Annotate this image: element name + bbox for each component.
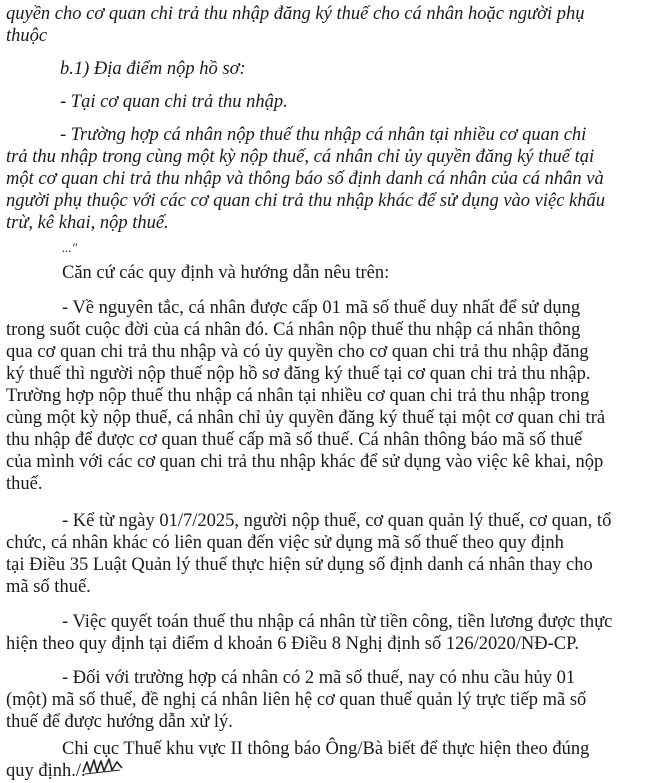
quote-line: - Trường hợp cá nhân nộp thuế thu nhập cá nhân tại nhiều cơ quan chi (60, 125, 587, 145)
quote-line: - Tại cơ quan chi trả thu nhập. (60, 92, 288, 112)
body-line: của mình với các cơ quan chi trả thu nhập khác để sử dụng vào việc kê khai, nộp (6, 452, 604, 472)
body-line: qua cơ quan chi trả thu nhập và có ủy quyền cho cơ quan chi trả thu nhập đăng (6, 342, 589, 362)
body-line: trong suốt cuộc đời của cá nhân đó. Cá nhân nộp thuế thu nhập cá nhân thông (6, 320, 581, 340)
body-line: cùng một kỳ nộp thuế, cá nhân chỉ ủy quyền đăng ký thuế tại một cơ quan chi trả (6, 408, 606, 428)
closing-line: Chi cục Thuế khu vực II thông báo Ông/Bà biết để thực hiện theo đúng (62, 739, 590, 759)
body-line: hiện theo quy định tại điểm d khoản 6 Điều 8 Nghị định số 126/2020/NĐ-CP. (6, 634, 579, 654)
body-line: ký thuế thì người nộp thuế nộp hồ sơ đăng ký thuế tại cơ quan chi trả thu nhập. (6, 364, 591, 384)
body-line: - Về nguyên tắc, cá nhân được cấp 01 mã số thuế duy nhất để sử dụng (62, 298, 581, 318)
quote-subheading: b.1) Địa điểm nộp hồ sơ: (60, 59, 246, 79)
body-line: - Kể từ ngày 01/7/2025, người nộp thuế, cơ quan quản lý thuế, cơ quan, tổ (62, 511, 612, 531)
quote-line: quyền cho cơ quan chi trả thu nhập đăng ký thuế cho cá nhân hoặc người phụ (6, 4, 585, 24)
body-line: (một) mã số thuế, đề nghị cá nhân liên hệ cơ quan thuế quản lý trực tiếp mã số (6, 690, 587, 710)
body-line: Trường hợp nộp thuế thu nhập cá nhân tại nhiều cơ quan chi trả thu nhập trong (6, 386, 590, 406)
signature-scribble-icon (82, 752, 124, 778)
quote-line: người phụ thuộc với các cơ quan chi trả thu nhập khác để sử dụng vào việc khấu (6, 191, 606, 211)
body-line: - Đối với trường hợp cá nhân có 2 mã số thuế, nay có nhu cầu hủy 01 (62, 668, 576, 688)
body-line: chức, cá nhân khác có liên quan đến việc sử dụng mã số thuế theo quy định (6, 533, 564, 553)
body-line: thuế để được hướng dẫn xử lý. (6, 712, 233, 732)
quote-end-mark: ..." (62, 240, 78, 255)
quote-line: một cơ quan chi trả thu nhập và thông báo số định danh cá nhân của cá nhân và (6, 169, 604, 189)
lead-in-text: Căn cứ các quy định và hướng dẫn nêu trên: (62, 263, 390, 283)
body-line: tại Điều 35 Luật Quản lý thuế thực hiện sử dụng số định danh cá nhân thay cho (6, 555, 593, 575)
quote-line: trả thu nhập trong cùng một kỳ nộp thuế, cá nhân chỉ ủy quyền đăng ký thuế tại (6, 147, 595, 167)
closing-line: quy định./. (6, 761, 86, 781)
quote-line: thuộc (6, 26, 48, 46)
body-line: thuế. (6, 474, 43, 494)
body-line: - Việc quyết toán thuế thu nhập cá nhân từ tiền công, tiền lương được thực (62, 612, 613, 632)
quote-line: trừ, kê khai, nộp thuế. (6, 213, 169, 233)
body-line: thu nhập để được cơ quan thuế cấp mã số thuế. Cá nhân thông báo mã số thuế (6, 430, 583, 450)
body-line: mã số thuế. (6, 577, 91, 597)
